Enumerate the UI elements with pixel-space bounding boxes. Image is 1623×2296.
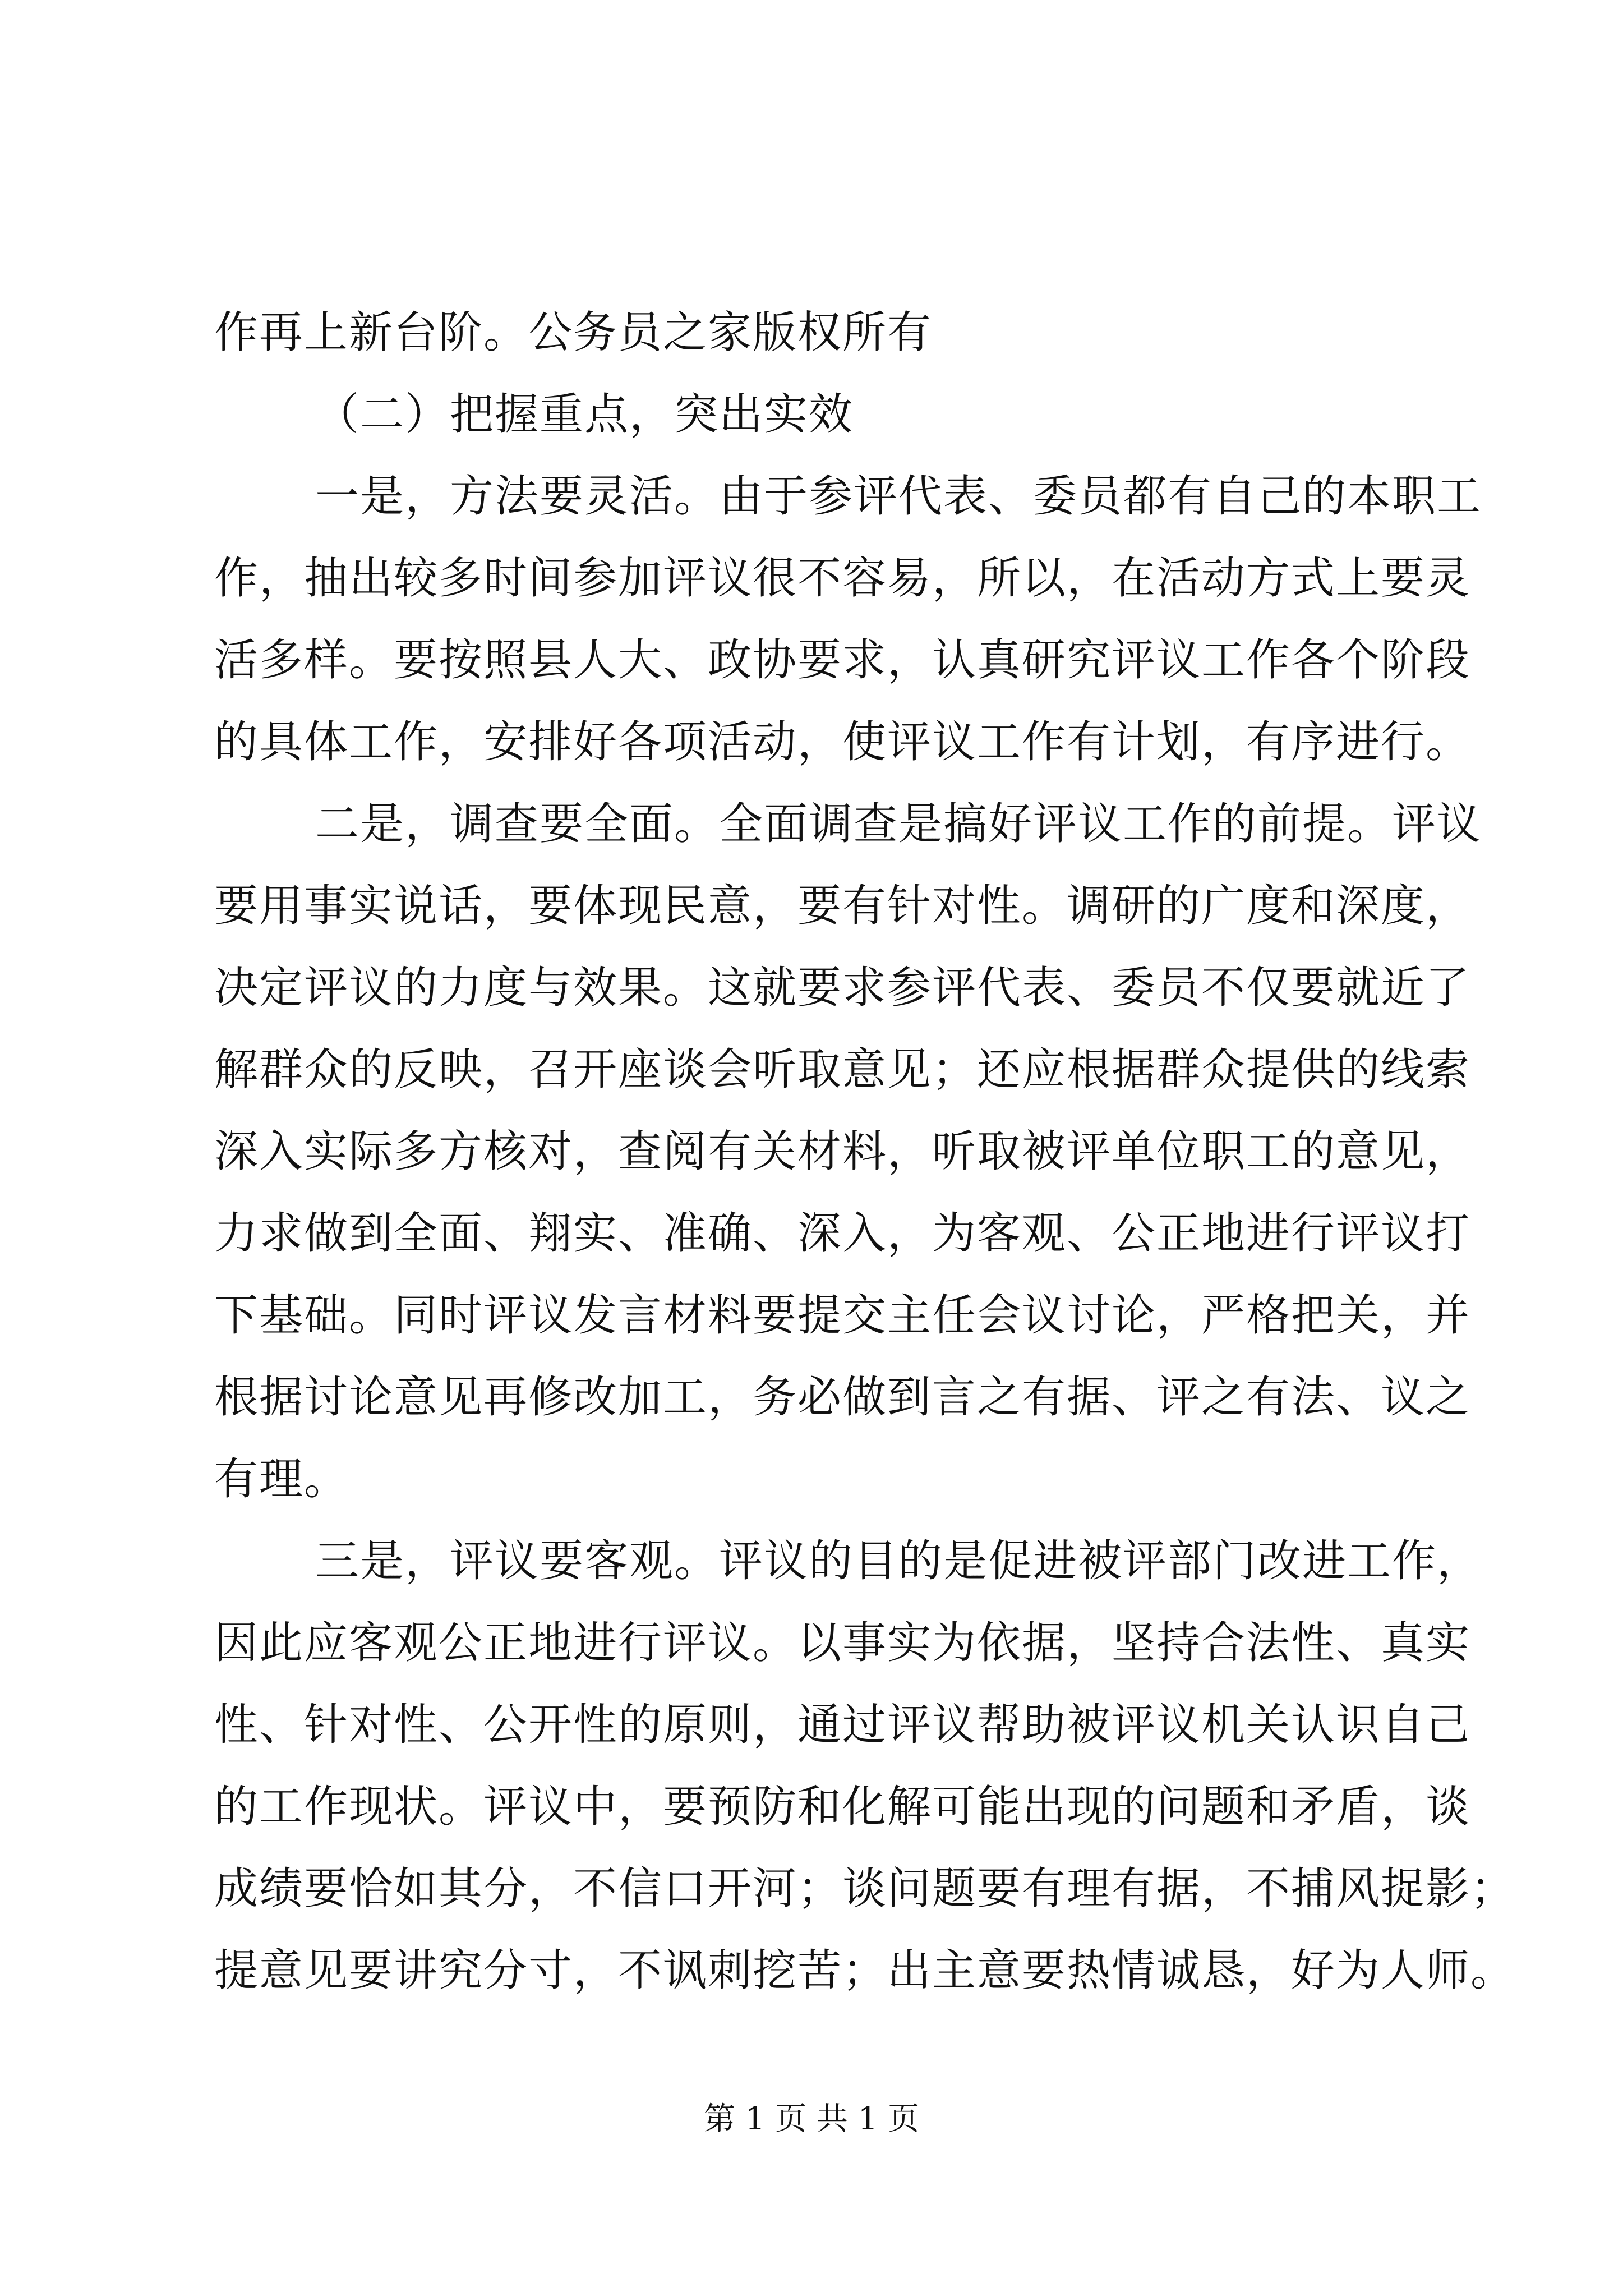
paragraph-line: 成绩要恰如其分，不信口开河；谈问题要有理有据，不捕风捉影； [214,1864,1516,1914]
paragraph-line: 的具体工作，安排好各项活动，使评议工作有计划，有序进行。 [214,717,1471,767]
paragraph-line: 提意见要讲究分寸，不讽刺挖苦；出主意要热情诚恳，好为人师。 [214,1945,1516,1996]
paragraph-line: 下基础。同时评议发言材料要提交主任会议讨论，严格把关，并 [214,1290,1471,1341]
paragraph-line: 有理。 [214,1454,349,1504]
paragraph-line: 解群众的反映，召开座谈会听取意见；还应根据群众提供的线索 [214,1045,1471,1095]
paragraph-line: 的工作现状。评议中，要预防和化解可能出现的问题和矛盾，谈 [214,1782,1471,1832]
page-footer: 第 1 页 共 1 页 [703,2101,920,2137]
paragraph-line: 一是，方法要灵活。由于参评代表、委员都有自己的本职工 [315,471,1482,522]
paragraph-line: 作再上新台阶。公务员之家版权所有 [214,307,933,358]
section-heading: （二）把握重点，突出实效 [315,389,854,440]
paragraph-line: 根据讨论意见再修改加工，务必做到言之有据、评之有法、议之 [214,1372,1471,1423]
paragraph-line: 因此应客观公正地进行评议。以事实为依据，坚持合法性、真实 [214,1618,1471,1668]
paragraph-line: 二是，调查要全面。全面调查是搞好评议工作的前提。评议 [315,799,1482,849]
document-body [214,292,1516,2012]
paragraph-line: 深入实际多方核对，查阅有关材料，听取被评单位职工的意见， [214,1126,1471,1177]
paragraph-line: 性、针对性、公开性的原则，通过评议帮助被评议机关认识自己 [214,1700,1471,1750]
paragraph-line: 活多样。要按照县人大、政协要求，认真研究评议工作各个阶段 [214,635,1471,685]
paragraph-line: 三是，评议要客观。评议的目的是促进被评部门改进工作， [315,1536,1482,1586]
paragraph-line: 作，抽出较多时间参加评议很不容易，所以，在活动方式上要灵 [214,553,1471,604]
paragraph-line: 决定评议的力度与效果。这就要求参评代表、委员不仅要就近了 [214,963,1471,1013]
paragraph-line: 要用事实说话，要体现民意，要有针对性。调研的广度和深度， [214,881,1471,931]
paragraph-line: 力求做到全面、翔实、准确、深入，为客观、公正地进行评议打 [214,1208,1471,1259]
